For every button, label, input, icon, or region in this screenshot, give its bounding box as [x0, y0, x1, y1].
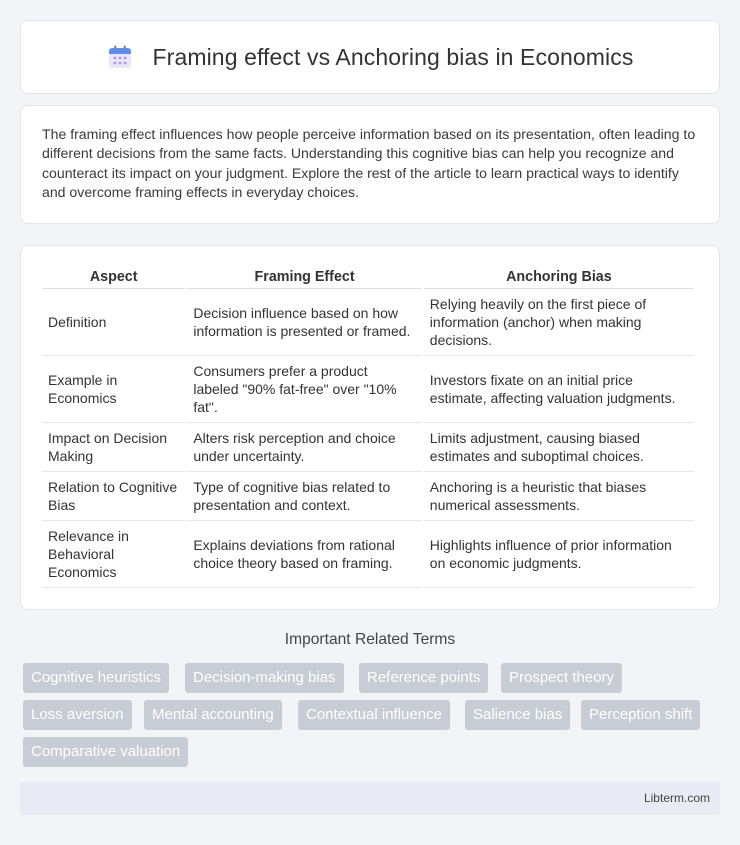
page-title: Framing effect vs Anchoring bias in Economics	[152, 43, 634, 70]
table-cell-anchoring: Limits adjustment, causing biased estimates and suboptimal choices.	[424, 423, 694, 472]
table-cell-framing: Consumers prefer a product labeled "90% fat-free" over "10% fat".	[187, 356, 421, 423]
tag-perception-shift[interactable]: Perception shift	[581, 700, 700, 730]
tag-cognitive-heuristics[interactable]: Cognitive heuristics	[23, 663, 169, 693]
intro-card	[20, 105, 720, 224]
header-card	[20, 20, 720, 94]
tag-loss-aversion[interactable]: Loss aversion	[23, 700, 132, 730]
title-wrap	[107, 44, 634, 71]
tag-contextual-influence[interactable]: Contextual influence	[298, 700, 450, 730]
column-header-anchoring-bias: Anchoring Bias	[424, 267, 694, 289]
tag-mental-accounting[interactable]: Mental accounting	[144, 700, 282, 730]
intro-text: The framing effect influences how people perceive information based on its presentation, often leading to different decisions from the same facts. Understanding this cognitive bias can help you recognize and counteract its impact on your judgment. Explore the rest of the article to learn practical ways to identify and overcome framing effects in everyday choices.	[42, 126, 696, 201]
table-row	[42, 521, 694, 588]
table-row	[42, 289, 694, 356]
calendar-icon	[107, 44, 133, 70]
table-cell-aspect: Relevance in Behavioral Economics	[42, 521, 185, 588]
table-cell-anchoring: Relying heavily on the first piece of information (anchor) when making decisions.	[424, 289, 694, 356]
table-cell-aspect: Definition	[42, 289, 185, 356]
table-row	[42, 356, 694, 423]
tag-salience-bias[interactable]: Salience bias	[465, 700, 570, 730]
footer-site-link[interactable]: Libterm.com	[643, 791, 710, 805]
table-cell-framing: Decision influence based on how information is presented or framed.	[187, 289, 421, 356]
column-header-framing-effect: Framing Effect	[187, 267, 421, 289]
table-cell-anchoring: Anchoring is a heuristic that biases numerical assessments.	[424, 472, 694, 521]
table-cell-aspect: Example in Economics	[42, 356, 185, 423]
table-row	[42, 472, 694, 521]
table-cell-aspect: Impact on Decision Making	[42, 423, 185, 472]
footer	[20, 782, 720, 815]
comparison-table-card	[20, 245, 720, 610]
comparison-table	[40, 267, 696, 588]
table-cell-aspect: Relation to Cognitive Bias	[42, 472, 185, 521]
table-cell-framing: Alters risk perception and choice under uncertainty.	[187, 423, 421, 472]
column-header-aspect: Aspect	[42, 267, 185, 289]
related-terms-title: Important Related Terms	[284, 631, 456, 648]
table-header-row	[42, 267, 694, 289]
table-cell-framing: Explains deviations from rational choice theory based on framing.	[187, 521, 421, 588]
table-cell-anchoring: Investors fixate on an initial price estimate, affecting valuation judgments.	[424, 356, 694, 423]
table-cell-framing: Type of cognitive bias related to presentation and context.	[187, 472, 421, 521]
table-row	[42, 423, 694, 472]
tag-reference-points[interactable]: Reference points	[359, 663, 488, 693]
tag-decision-making-bias[interactable]: Decision-making bias	[185, 663, 344, 693]
tag-prospect-theory[interactable]: Prospect theory	[501, 663, 622, 693]
tag-comparative-valuation[interactable]: Comparative valuation	[23, 737, 188, 767]
table-cell-anchoring: Highlights influence of prior information on economic judgments.	[424, 521, 694, 588]
